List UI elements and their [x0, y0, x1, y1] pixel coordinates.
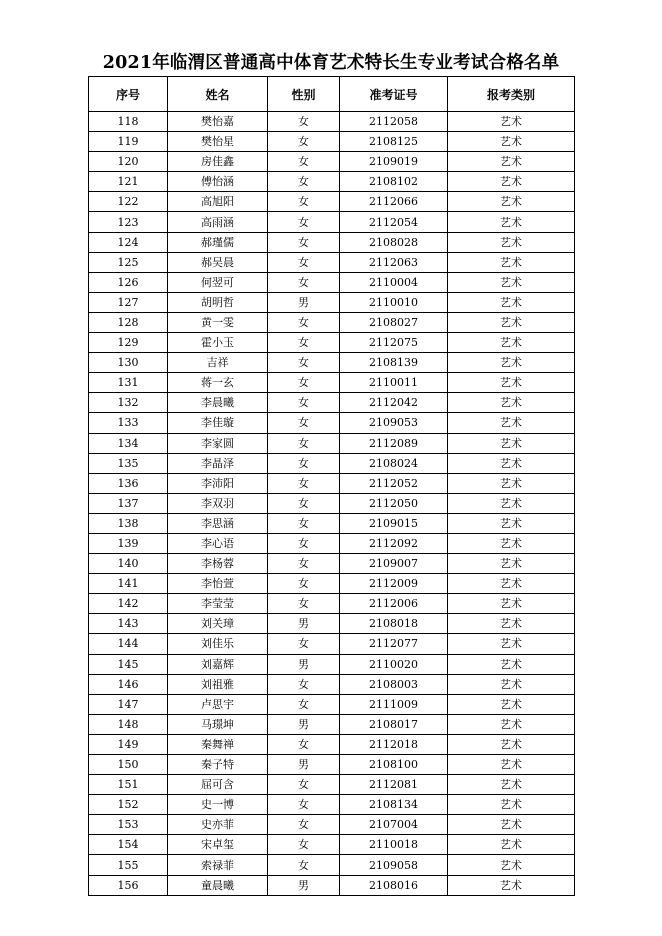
- cell-category: 艺术: [448, 513, 575, 533]
- cell-gender: 女: [268, 433, 340, 453]
- cell-serial: 151: [89, 775, 168, 795]
- cell-gender: 女: [268, 815, 340, 835]
- cell-exam-number: 2112058: [340, 112, 448, 132]
- cell-exam-number: 2112077: [340, 634, 448, 654]
- table-row: [89, 714, 575, 734]
- table-row: [89, 654, 575, 674]
- cell-category: 艺术: [448, 393, 575, 413]
- cell-category: 艺术: [448, 533, 575, 553]
- cell-gender: 女: [268, 272, 340, 292]
- cell-serial: 144: [89, 634, 168, 654]
- cell-gender: 女: [268, 252, 340, 272]
- cell-gender: 女: [268, 453, 340, 473]
- cell-serial: 123: [89, 212, 168, 232]
- cell-exam-number: 2108016: [340, 875, 448, 895]
- cell-category: 艺术: [448, 875, 575, 895]
- cell-category: 艺术: [448, 734, 575, 754]
- cell-exam-number: 2108017: [340, 714, 448, 734]
- cell-name: 李家圆: [168, 433, 268, 453]
- cell-name: 蒋一玄: [168, 373, 268, 393]
- page-title: 2021年临渭区普通高中体育艺术特长生专业考试合格名单: [102, 53, 560, 73]
- header-row: [89, 77, 575, 112]
- cell-exam-number: 2108003: [340, 674, 448, 694]
- table-row: [89, 292, 575, 312]
- cell-exam-number: 2111009: [340, 694, 448, 714]
- cell-name: 李莹莹: [168, 594, 268, 614]
- cell-name: 郝吴晨: [168, 252, 268, 272]
- cell-serial: 129: [89, 333, 168, 353]
- cell-serial: 134: [89, 433, 168, 453]
- cell-gender: 女: [268, 232, 340, 252]
- cell-name: 傅怡涵: [168, 172, 268, 192]
- cell-category: 艺术: [448, 554, 575, 574]
- cell-name: 宋卓玺: [168, 835, 268, 855]
- cell-serial: 118: [89, 112, 168, 132]
- table-row: [89, 815, 575, 835]
- cell-name: 童晨曦: [168, 875, 268, 895]
- table-row: [89, 554, 575, 574]
- cell-name: 樊怡星: [168, 132, 268, 152]
- cell-gender: 女: [268, 554, 340, 574]
- cell-name: 何翌可: [168, 272, 268, 292]
- cell-exam-number: 2112092: [340, 533, 448, 553]
- cell-gender: 女: [268, 493, 340, 513]
- cell-name: 刘嘉辉: [168, 654, 268, 674]
- cell-name: 李佳璇: [168, 413, 268, 433]
- cell-gender: 女: [268, 473, 340, 493]
- cell-category: 艺术: [448, 614, 575, 634]
- cell-serial: 139: [89, 533, 168, 553]
- column-header-exam-number: 准考证号: [340, 77, 448, 112]
- table-body: [89, 112, 575, 896]
- cell-exam-number: 2112009: [340, 574, 448, 594]
- cell-serial: 153: [89, 815, 168, 835]
- cell-gender: 男: [268, 755, 340, 775]
- cell-name: 李晶泽: [168, 453, 268, 473]
- cell-name: 索禄菲: [168, 855, 268, 875]
- cell-category: 艺术: [448, 152, 575, 172]
- cell-gender: 女: [268, 413, 340, 433]
- cell-serial: 130: [89, 353, 168, 373]
- cell-name: 卢思宇: [168, 694, 268, 714]
- cell-serial: 120: [89, 152, 168, 172]
- cell-exam-number: 2112052: [340, 473, 448, 493]
- cell-name: 李沛阳: [168, 473, 268, 493]
- table-row: [89, 353, 575, 373]
- column-header-name: 姓名: [168, 77, 268, 112]
- cell-gender: 女: [268, 674, 340, 694]
- cell-exam-number: 2110011: [340, 373, 448, 393]
- cell-exam-number: 2107004: [340, 815, 448, 835]
- cell-name: 樊怡嘉: [168, 112, 268, 132]
- table-row: [89, 855, 575, 875]
- cell-name: 刘祖雅: [168, 674, 268, 694]
- cell-exam-number: 2112042: [340, 393, 448, 413]
- cell-exam-number: 2108125: [340, 132, 448, 152]
- cell-serial: 121: [89, 172, 168, 192]
- cell-gender: 女: [268, 574, 340, 594]
- cell-exam-number: 2112006: [340, 594, 448, 614]
- cell-serial: 137: [89, 493, 168, 513]
- cell-serial: 145: [89, 654, 168, 674]
- cell-name: 李双羽: [168, 493, 268, 513]
- table-row: [89, 513, 575, 533]
- table-row: [89, 493, 575, 513]
- table-row: [89, 232, 575, 252]
- cell-name: 吉祥: [168, 353, 268, 373]
- roster-table: [88, 76, 575, 896]
- cell-gender: 女: [268, 533, 340, 553]
- cell-category: 艺术: [448, 574, 575, 594]
- cell-name: 史一博: [168, 795, 268, 815]
- cell-gender: 女: [268, 112, 340, 132]
- cell-gender: 女: [268, 212, 340, 232]
- cell-gender: 女: [268, 172, 340, 192]
- cell-exam-number: 2112066: [340, 192, 448, 212]
- cell-exam-number: 2109053: [340, 413, 448, 433]
- cell-name: 胡明哲: [168, 292, 268, 312]
- cell-gender: 女: [268, 775, 340, 795]
- cell-category: 艺术: [448, 654, 575, 674]
- cell-serial: 125: [89, 252, 168, 272]
- table-row: [89, 433, 575, 453]
- cell-category: 艺术: [448, 453, 575, 473]
- cell-exam-number: 2108027: [340, 312, 448, 332]
- cell-gender: 女: [268, 734, 340, 754]
- column-header-serial: 序号: [89, 77, 168, 112]
- table-row: [89, 875, 575, 895]
- cell-category: 艺术: [448, 292, 575, 312]
- cell-name: 郝瑾儒: [168, 232, 268, 252]
- cell-category: 艺术: [448, 835, 575, 855]
- cell-name: 李心语: [168, 533, 268, 553]
- cell-gender: 女: [268, 333, 340, 353]
- table-row: [89, 775, 575, 795]
- cell-serial: 122: [89, 192, 168, 212]
- cell-category: 艺术: [448, 413, 575, 433]
- table-row: [89, 312, 575, 332]
- cell-exam-number: 2109015: [340, 513, 448, 533]
- cell-category: 艺术: [448, 634, 575, 654]
- cell-category: 艺术: [448, 132, 575, 152]
- cell-name: 房佳鑫: [168, 152, 268, 172]
- cell-gender: 女: [268, 855, 340, 875]
- cell-serial: 124: [89, 232, 168, 252]
- table-row: [89, 272, 575, 292]
- cell-serial: 135: [89, 453, 168, 473]
- cell-category: 艺术: [448, 674, 575, 694]
- cell-exam-number: 2112081: [340, 775, 448, 795]
- cell-category: 艺术: [448, 594, 575, 614]
- cell-exam-number: 2112089: [340, 433, 448, 453]
- cell-name: 马璟坤: [168, 714, 268, 734]
- table-row: [89, 152, 575, 172]
- cell-category: 艺术: [448, 815, 575, 835]
- cell-serial: 128: [89, 312, 168, 332]
- table-row: [89, 172, 575, 192]
- cell-gender: 女: [268, 835, 340, 855]
- cell-category: 艺术: [448, 795, 575, 815]
- cell-category: 艺术: [448, 272, 575, 292]
- table-row: [89, 112, 575, 132]
- table-row: [89, 413, 575, 433]
- cell-category: 艺术: [448, 855, 575, 875]
- cell-serial: 146: [89, 674, 168, 694]
- table-row: [89, 453, 575, 473]
- cell-exam-number: 2110010: [340, 292, 448, 312]
- cell-gender: 女: [268, 795, 340, 815]
- cell-serial: 132: [89, 393, 168, 413]
- cell-gender: 女: [268, 312, 340, 332]
- cell-exam-number: 2108102: [340, 172, 448, 192]
- cell-serial: 143: [89, 614, 168, 634]
- cell-category: 艺术: [448, 312, 575, 332]
- table-row: [89, 594, 575, 614]
- cell-gender: 男: [268, 714, 340, 734]
- cell-category: 艺术: [448, 252, 575, 272]
- cell-serial: 142: [89, 594, 168, 614]
- cell-exam-number: 2108028: [340, 232, 448, 252]
- cell-gender: 女: [268, 132, 340, 152]
- cell-exam-number: 2112075: [340, 333, 448, 353]
- table-row: [89, 734, 575, 754]
- cell-name: 屈可含: [168, 775, 268, 795]
- cell-gender: 女: [268, 594, 340, 614]
- cell-serial: 149: [89, 734, 168, 754]
- cell-gender: 女: [268, 192, 340, 212]
- cell-exam-number: 2110018: [340, 835, 448, 855]
- table-row: [89, 333, 575, 353]
- cell-gender: 女: [268, 152, 340, 172]
- table-row: [89, 473, 575, 493]
- table-row: [89, 674, 575, 694]
- cell-exam-number: 2112050: [340, 493, 448, 513]
- cell-serial: 154: [89, 835, 168, 855]
- cell-category: 艺术: [448, 172, 575, 192]
- table-row: [89, 694, 575, 714]
- cell-category: 艺术: [448, 473, 575, 493]
- cell-name: 霍小玉: [168, 333, 268, 353]
- cell-name: 高雨涵: [168, 212, 268, 232]
- cell-name: 李思涵: [168, 513, 268, 533]
- cell-category: 艺术: [448, 373, 575, 393]
- cell-exam-number: 2112054: [340, 212, 448, 232]
- table-header: [89, 77, 575, 112]
- cell-category: 艺术: [448, 192, 575, 212]
- cell-gender: 男: [268, 654, 340, 674]
- cell-category: 艺术: [448, 232, 575, 252]
- table-row: [89, 533, 575, 553]
- cell-gender: 女: [268, 353, 340, 373]
- cell-serial: 155: [89, 855, 168, 875]
- cell-name: 刘佳乐: [168, 634, 268, 654]
- cell-exam-number: 2109019: [340, 152, 448, 172]
- cell-category: 艺术: [448, 212, 575, 232]
- cell-category: 艺术: [448, 755, 575, 775]
- table-row: [89, 574, 575, 594]
- cell-serial: 131: [89, 373, 168, 393]
- cell-exam-number: 2108018: [340, 614, 448, 634]
- cell-name: 秦子特: [168, 755, 268, 775]
- cell-category: 艺术: [448, 775, 575, 795]
- cell-name: 李晨曦: [168, 393, 268, 413]
- table-row: [89, 192, 575, 212]
- cell-serial: 150: [89, 755, 168, 775]
- cell-exam-number: 2112063: [340, 252, 448, 272]
- table-row: [89, 795, 575, 815]
- table-row: [89, 755, 575, 775]
- cell-gender: 女: [268, 694, 340, 714]
- cell-serial: 152: [89, 795, 168, 815]
- cell-name: 李怡萱: [168, 574, 268, 594]
- cell-gender: 女: [268, 373, 340, 393]
- cell-category: 艺术: [448, 333, 575, 353]
- cell-exam-number: 2112018: [340, 734, 448, 754]
- cell-exam-number: 2110004: [340, 272, 448, 292]
- column-header-gender: 性别: [268, 77, 340, 112]
- cell-category: 艺术: [448, 112, 575, 132]
- cell-exam-number: 2110020: [340, 654, 448, 674]
- cell-exam-number: 2108100: [340, 755, 448, 775]
- cell-exam-number: 2108134: [340, 795, 448, 815]
- table-row: [89, 373, 575, 393]
- table-row: [89, 614, 575, 634]
- table-row: [89, 132, 575, 152]
- table-row: [89, 634, 575, 654]
- cell-serial: 138: [89, 513, 168, 533]
- cell-serial: 119: [89, 132, 168, 152]
- cell-exam-number: 2109007: [340, 554, 448, 574]
- cell-name: 黄一雯: [168, 312, 268, 332]
- column-header-category: 报考类别: [448, 77, 575, 112]
- cell-name: 秦舞禅: [168, 734, 268, 754]
- cell-gender: 女: [268, 634, 340, 654]
- cell-serial: 136: [89, 473, 168, 493]
- cell-exam-number: 2108024: [340, 453, 448, 473]
- table-row: [89, 835, 575, 855]
- cell-serial: 156: [89, 875, 168, 895]
- cell-serial: 127: [89, 292, 168, 312]
- table-row: [89, 252, 575, 272]
- cell-serial: 140: [89, 554, 168, 574]
- cell-serial: 147: [89, 694, 168, 714]
- cell-gender: 女: [268, 513, 340, 533]
- cell-category: 艺术: [448, 433, 575, 453]
- cell-name: 高旭阳: [168, 192, 268, 212]
- cell-category: 艺术: [448, 353, 575, 373]
- cell-category: 艺术: [448, 694, 575, 714]
- cell-exam-number: 2109058: [340, 855, 448, 875]
- cell-serial: 148: [89, 714, 168, 734]
- cell-serial: 141: [89, 574, 168, 594]
- cell-name: 刘关璋: [168, 614, 268, 634]
- cell-name: 李杨蓉: [168, 554, 268, 574]
- cell-name: 史亦菲: [168, 815, 268, 835]
- cell-serial: 126: [89, 272, 168, 292]
- table-row: [89, 212, 575, 232]
- cell-serial: 133: [89, 413, 168, 433]
- cell-category: 艺术: [448, 493, 575, 513]
- cell-exam-number: 2108139: [340, 353, 448, 373]
- table-row: [89, 393, 575, 413]
- cell-gender: 男: [268, 614, 340, 634]
- cell-category: 艺术: [448, 714, 575, 734]
- cell-gender: 女: [268, 393, 340, 413]
- cell-gender: 男: [268, 875, 340, 895]
- cell-gender: 男: [268, 292, 340, 312]
